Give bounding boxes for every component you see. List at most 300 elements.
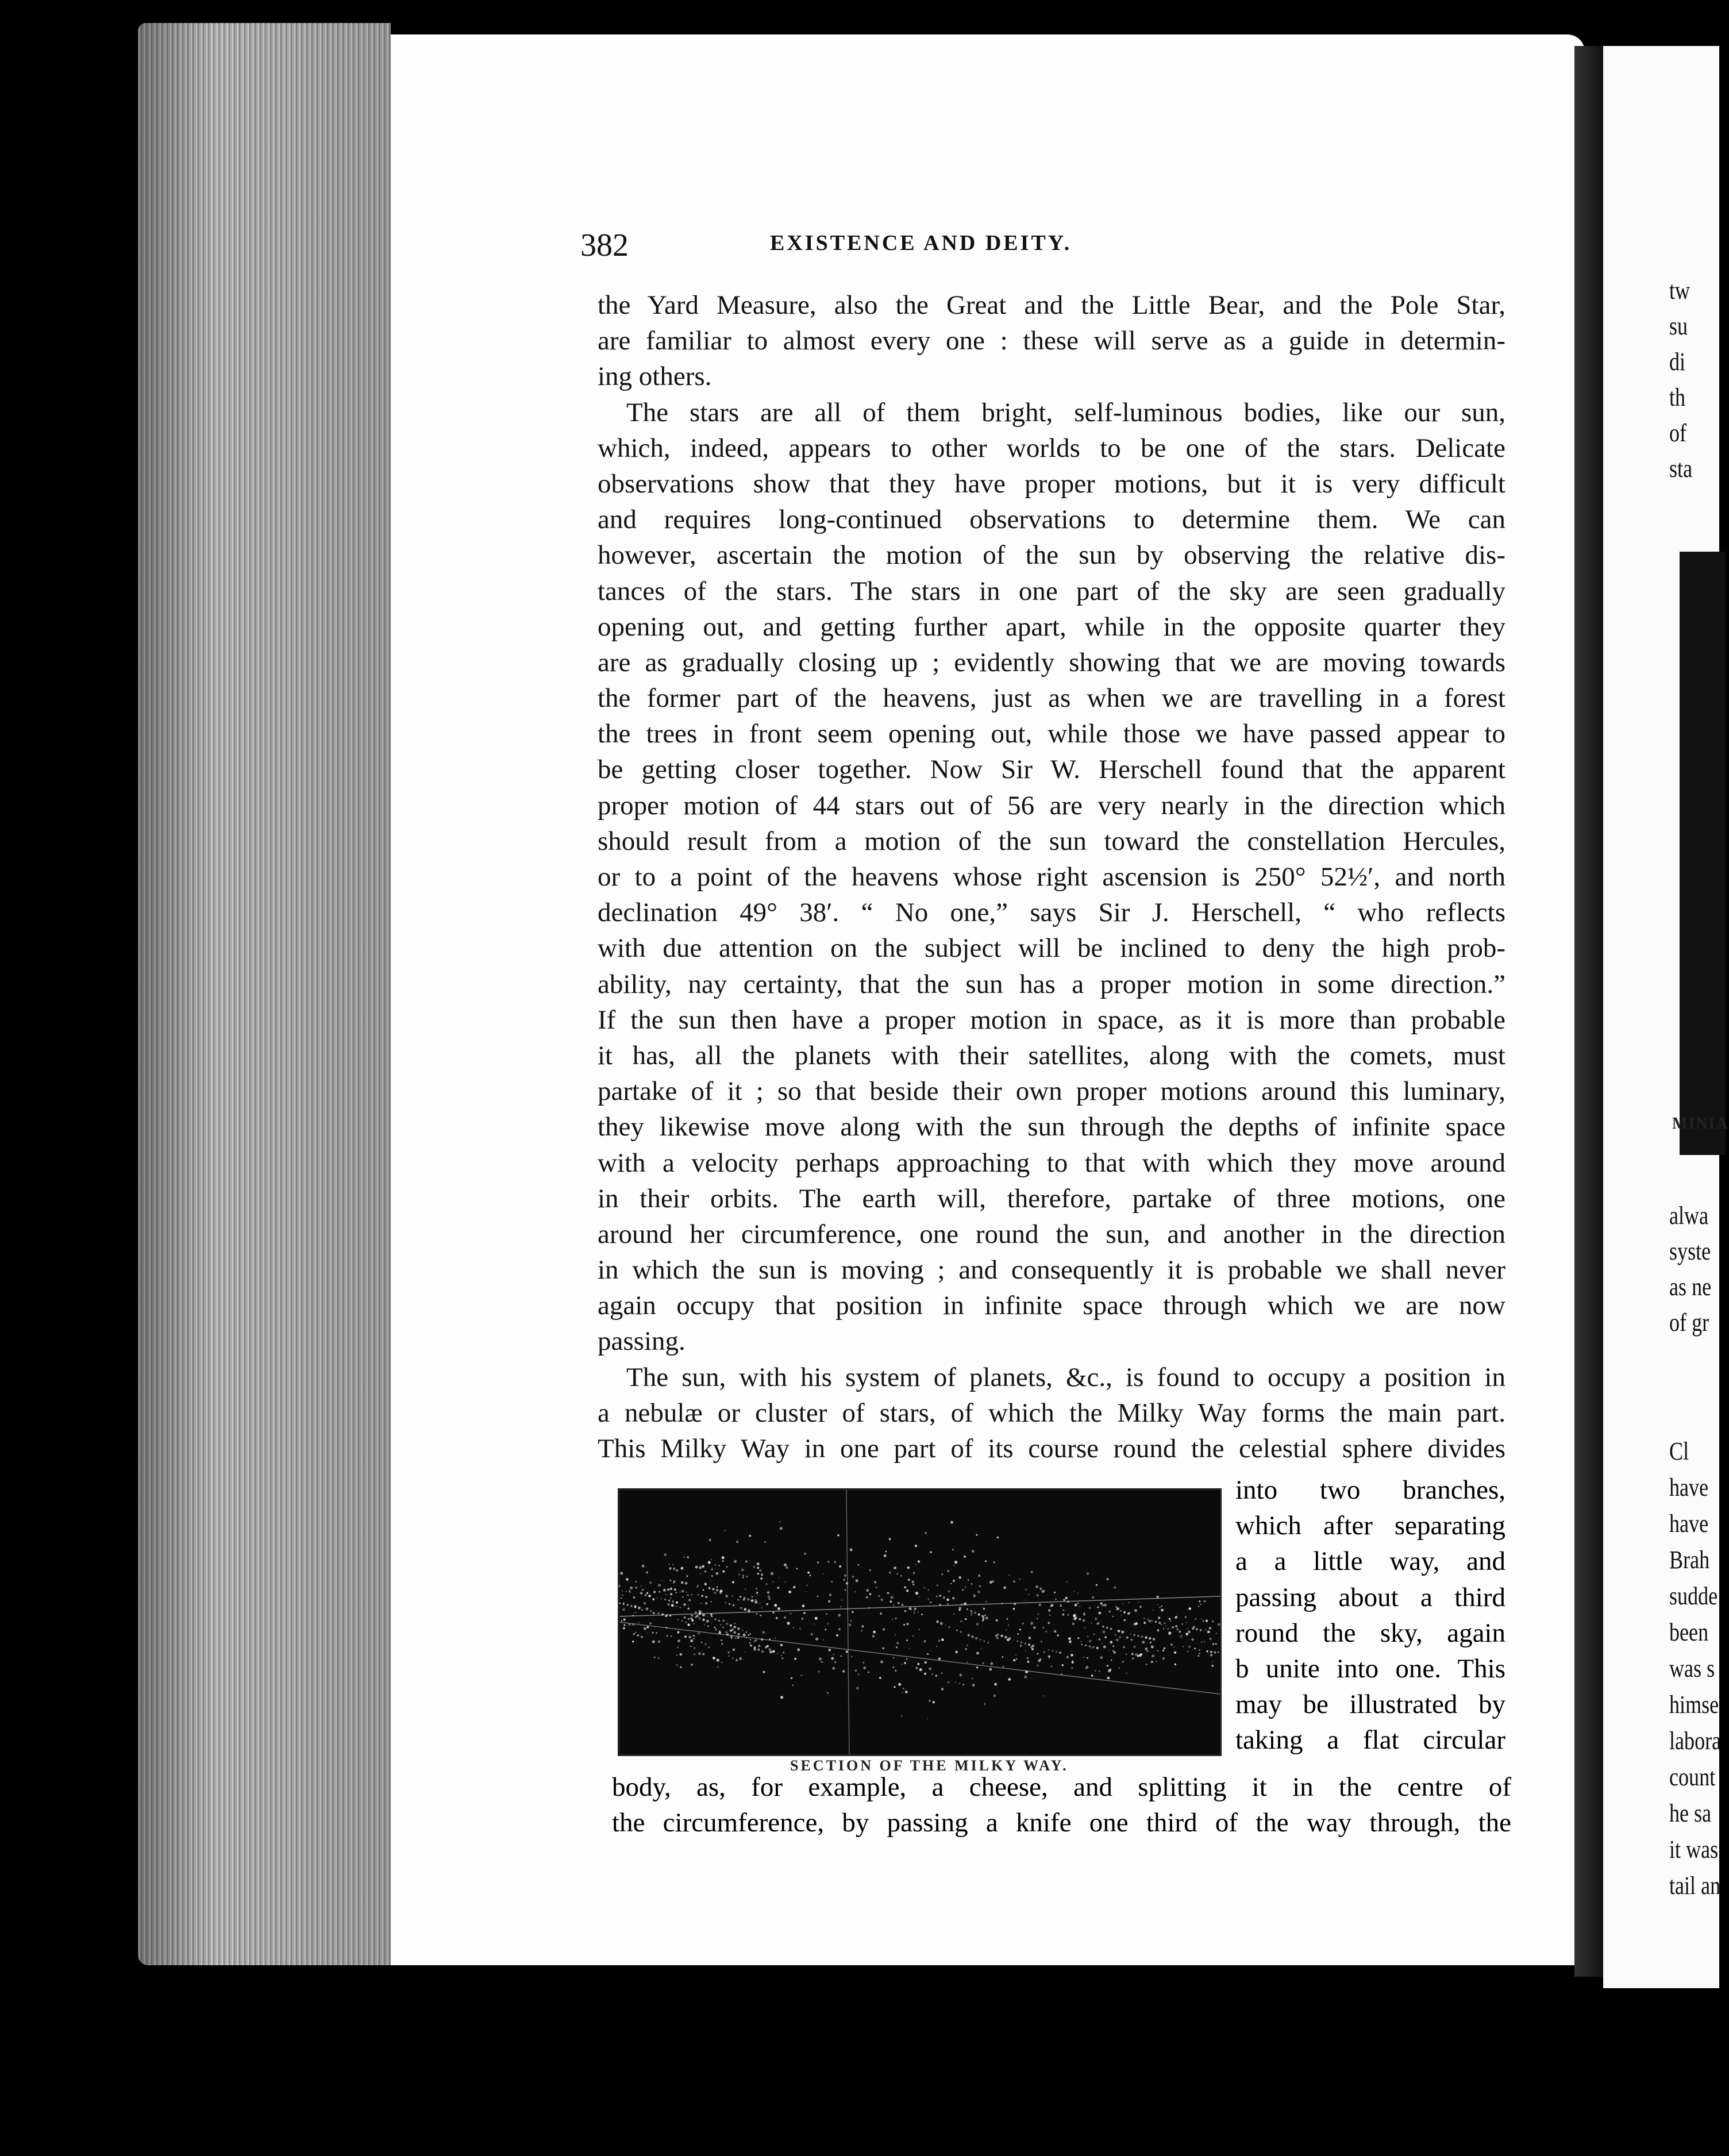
star-dot [663, 1589, 666, 1592]
star-dot [732, 1657, 734, 1659]
bottom-text [612, 1769, 1511, 1841]
star-dot [725, 1631, 727, 1634]
star-dot [1194, 1647, 1196, 1649]
star-dot [1016, 1658, 1017, 1660]
star-dot [714, 1592, 716, 1594]
star-dot [763, 1671, 765, 1673]
star-dot [1216, 1633, 1217, 1634]
star-dot [1029, 1637, 1031, 1639]
star-dot [1165, 1626, 1166, 1627]
star-dot [750, 1645, 752, 1646]
star-dot [646, 1626, 649, 1628]
star-dot [1046, 1631, 1047, 1632]
star-dot [895, 1618, 897, 1619]
star-dot [1089, 1607, 1091, 1609]
star-dot [715, 1628, 717, 1630]
star-dot [1052, 1650, 1053, 1651]
text-line: tances of the stars. The stars in one part of the sky are seen gradually [598, 576, 1505, 606]
star-dot [828, 1600, 830, 1603]
star-dot [695, 1611, 697, 1614]
star-dot [872, 1635, 875, 1638]
star-dot [912, 1584, 914, 1585]
figure-side-line: taking a flat circular [1235, 1725, 1505, 1755]
star-dot [1069, 1641, 1072, 1643]
star-dot [936, 1596, 937, 1597]
star-dot [629, 1590, 630, 1592]
star-dot [1134, 1609, 1137, 1612]
star-dot [815, 1617, 818, 1620]
star-dot [670, 1597, 671, 1599]
star-dot [831, 1657, 834, 1660]
star-dot [1172, 1626, 1175, 1628]
star-dot [930, 1551, 931, 1553]
star-dot [768, 1596, 770, 1598]
star-dot [914, 1610, 915, 1611]
star-dot [672, 1564, 673, 1565]
star-dot [687, 1557, 689, 1558]
star-dot [834, 1561, 836, 1563]
star-dot [793, 1586, 795, 1588]
star-dot [1197, 1655, 1199, 1657]
star-dot [976, 1534, 978, 1536]
star-dot [1096, 1647, 1099, 1649]
star-dot [1083, 1657, 1084, 1658]
star-dot [1193, 1626, 1195, 1628]
star-dot [1179, 1630, 1181, 1633]
star-dot [691, 1615, 693, 1616]
star-dot [772, 1612, 774, 1614]
star-dot [1199, 1653, 1200, 1654]
star-dot [1108, 1650, 1110, 1651]
star-dot [728, 1656, 729, 1657]
star-dot [1139, 1654, 1142, 1657]
star-dot [691, 1594, 692, 1596]
star-dot [766, 1583, 768, 1585]
star-dot [1206, 1620, 1208, 1622]
star-dot [1068, 1637, 1071, 1640]
star-dot [1099, 1670, 1100, 1672]
star-dot [746, 1576, 748, 1577]
star-dot [1151, 1620, 1153, 1622]
star-dot [680, 1592, 681, 1593]
star-dot [838, 1628, 841, 1631]
star-dot [677, 1619, 679, 1620]
star-dot [844, 1579, 845, 1581]
star-dot [1077, 1637, 1079, 1639]
star-dot [915, 1545, 917, 1547]
star-dot [673, 1568, 676, 1570]
star-dot [1170, 1620, 1172, 1622]
star-dot [876, 1587, 877, 1588]
star-dot [754, 1646, 756, 1649]
star-dot [801, 1618, 803, 1620]
star-dot [1019, 1628, 1021, 1630]
star-dot [697, 1585, 698, 1586]
star-dot [707, 1616, 708, 1617]
star-dot [779, 1522, 780, 1523]
star-dot [658, 1584, 661, 1587]
star-dot [1146, 1664, 1147, 1665]
star-dot [829, 1649, 831, 1651]
star-dot [672, 1600, 674, 1603]
star-dot [976, 1623, 979, 1626]
star-dot [893, 1666, 895, 1668]
star-dot [1039, 1587, 1042, 1590]
facing-page-line: have [1669, 1473, 1709, 1502]
star-dot [990, 1662, 993, 1665]
star-dot [658, 1641, 661, 1643]
star-dot [1162, 1657, 1165, 1660]
star-dot [728, 1651, 730, 1654]
text-line: the trees in front seem opening out, while those we have passed appear to [598, 719, 1505, 749]
star-dot [705, 1596, 707, 1598]
star-dot [804, 1553, 806, 1555]
star-dot [734, 1631, 736, 1634]
star-dot [731, 1628, 734, 1631]
star-dot [829, 1593, 831, 1596]
star-dot [833, 1654, 834, 1655]
star-dot [725, 1530, 726, 1531]
star-dot [1120, 1610, 1122, 1612]
star-dot [1095, 1670, 1096, 1671]
star-dot [914, 1608, 917, 1610]
star-dot [818, 1671, 819, 1673]
star-dot [952, 1549, 954, 1550]
text-line: passing. [598, 1326, 686, 1357]
star-dot [1043, 1695, 1044, 1696]
star-dot [733, 1626, 736, 1628]
star-dot [705, 1602, 708, 1605]
star-dot [948, 1570, 949, 1572]
star-dot [709, 1539, 711, 1541]
star-dot [688, 1635, 691, 1638]
star-dot [842, 1670, 845, 1673]
star-dot [1089, 1640, 1091, 1642]
figure-caption: SECTION OF THE MILKY WAY. [790, 1757, 1069, 1774]
star-dot [1054, 1592, 1056, 1593]
star-dot [928, 1589, 929, 1591]
star-dot [792, 1685, 793, 1686]
star-dot [682, 1596, 683, 1597]
star-dot [1031, 1571, 1033, 1573]
star-dot [1065, 1597, 1068, 1599]
star-dot [983, 1618, 985, 1620]
star-dot [799, 1628, 801, 1630]
star-dot [1100, 1656, 1103, 1659]
star-dot [1050, 1606, 1052, 1607]
star-dot [918, 1560, 920, 1562]
star-dot [744, 1651, 745, 1653]
star-dot [1002, 1656, 1004, 1658]
star-dot [1063, 1610, 1064, 1611]
star-dot [987, 1642, 989, 1643]
text-line: the former part of the heavens, just as when we are travelling in a forest [598, 683, 1505, 714]
star-dot [1207, 1631, 1210, 1634]
star-dot [797, 1649, 800, 1651]
text-line: The sun, with his system of planets, &c., is found to occupy a position in [626, 1362, 1505, 1392]
star-dot [702, 1614, 705, 1616]
star-dot [635, 1612, 636, 1613]
star-dot [748, 1634, 750, 1636]
star-dot [721, 1639, 722, 1641]
star-dot [1181, 1635, 1183, 1637]
star-dot [1093, 1634, 1095, 1635]
text-line: which, indeed, appears to other worlds to be one of the stars. Delicate [598, 433, 1505, 463]
star-dot [646, 1610, 648, 1611]
star-dot [803, 1612, 806, 1614]
star-dot [620, 1572, 623, 1575]
star-dot [1066, 1656, 1069, 1659]
star-dot [721, 1643, 723, 1645]
star-dot [1195, 1618, 1196, 1619]
star-dot [619, 1603, 621, 1604]
star-dot [1106, 1578, 1108, 1580]
figure-side-line: a a little way, and [1235, 1546, 1505, 1577]
star-dot [1152, 1610, 1153, 1611]
star-dot [1157, 1604, 1158, 1606]
star-dot [1048, 1609, 1050, 1611]
star-dot [796, 1568, 798, 1570]
star-dot [725, 1595, 728, 1597]
star-dot [931, 1673, 933, 1675]
star-dot [684, 1635, 687, 1638]
star-dot [992, 1580, 994, 1582]
star-dot [1066, 1581, 1068, 1583]
star-dot [880, 1661, 883, 1664]
star-dot [648, 1633, 649, 1634]
star-dot [981, 1615, 984, 1618]
star-dot [893, 1657, 894, 1658]
star-dot [955, 1682, 956, 1683]
star-dot [941, 1638, 944, 1641]
star-dot [767, 1591, 769, 1593]
star-dot [1099, 1612, 1102, 1615]
star-dot [907, 1566, 910, 1569]
star-dot [783, 1651, 784, 1653]
star-dot [1108, 1669, 1111, 1672]
star-dot [1124, 1619, 1126, 1622]
star-dot [738, 1599, 740, 1601]
star-dot [955, 1651, 958, 1654]
star-dot [1091, 1674, 1093, 1677]
star-dot [1114, 1587, 1116, 1589]
star-dot [1200, 1604, 1202, 1605]
star-dot [780, 1696, 783, 1699]
star-dot [906, 1639, 908, 1641]
star-dot [670, 1593, 672, 1595]
star-dot [1137, 1635, 1139, 1637]
star-dot [925, 1661, 927, 1664]
star-dot [1060, 1605, 1062, 1607]
star-dot [841, 1600, 842, 1601]
star-dot [1017, 1641, 1018, 1642]
facing-page-line: it was [1669, 1835, 1719, 1864]
star-dot [1006, 1629, 1007, 1630]
star-dot [953, 1580, 955, 1582]
star-dot [997, 1537, 999, 1539]
star-dot [1073, 1618, 1076, 1620]
star-dot [730, 1624, 732, 1627]
star-dot [1168, 1631, 1171, 1634]
star-dot [927, 1718, 928, 1719]
star-dot [1183, 1646, 1184, 1647]
star-dot [983, 1662, 984, 1664]
star-dot [1146, 1650, 1148, 1652]
star-dot [1126, 1673, 1127, 1674]
text-line: in their orbits. The earth will, therefore, partake of three motions, one [598, 1183, 1505, 1214]
star-dot [1115, 1634, 1116, 1636]
star-dot [757, 1594, 758, 1595]
star-dot [889, 1538, 891, 1540]
star-dot [749, 1633, 751, 1635]
star-dot [985, 1560, 987, 1562]
star-dot [994, 1683, 997, 1686]
star-dot [904, 1610, 907, 1612]
star-dot [900, 1575, 902, 1577]
star-dot [623, 1618, 626, 1621]
star-dot [760, 1603, 761, 1604]
star-dot [971, 1583, 972, 1584]
text-line: observations show that they have proper motions, but it is very difficult [598, 468, 1505, 499]
star-dot [1007, 1618, 1008, 1620]
star-dot [810, 1574, 811, 1576]
star-dot [982, 1620, 984, 1622]
star-dot [704, 1583, 707, 1585]
star-dot [915, 1667, 918, 1670]
star-dot [996, 1619, 998, 1622]
star-dot [777, 1653, 778, 1654]
star-dot [1173, 1646, 1175, 1647]
star-dot [735, 1638, 736, 1639]
star-dot [1209, 1627, 1211, 1629]
text-line: ing others. [598, 361, 712, 392]
text-line: and requires long-continued observations to determine them. We can [598, 505, 1505, 535]
star-dot [971, 1613, 972, 1614]
star-dot [706, 1620, 709, 1623]
star-dot [1091, 1647, 1092, 1649]
star-dot [1143, 1622, 1146, 1624]
star-dot [710, 1614, 713, 1616]
star-dot [858, 1674, 859, 1675]
star-dot [793, 1627, 795, 1628]
star-dot [1122, 1661, 1124, 1662]
star-dot [889, 1572, 891, 1574]
star-dot [1020, 1645, 1022, 1647]
star-dot [757, 1562, 760, 1565]
star-dot [903, 1688, 904, 1689]
star-dot [1188, 1607, 1191, 1610]
star-dot [785, 1581, 786, 1583]
star-dot [681, 1590, 684, 1593]
star-dot [1123, 1646, 1125, 1649]
star-dot [834, 1661, 836, 1663]
star-dot [683, 1556, 685, 1558]
star-dot [984, 1615, 986, 1616]
star-dot [993, 1561, 995, 1563]
star-dot [738, 1574, 740, 1575]
text-line: are as gradually closing up ; evidently showing that we are moving towards [598, 647, 1505, 677]
star-dot [1212, 1643, 1215, 1645]
star-dot [984, 1703, 985, 1704]
star-dot [933, 1701, 935, 1703]
star-dot [1051, 1666, 1053, 1668]
star-dot [866, 1596, 868, 1598]
star-dot [1003, 1587, 1006, 1589]
star-dot [681, 1567, 684, 1570]
star-dot [757, 1567, 760, 1569]
star-dot [696, 1587, 698, 1588]
star-dot [993, 1695, 996, 1697]
star-dot [893, 1605, 894, 1606]
star-dot [1038, 1614, 1039, 1615]
star-dot [758, 1645, 760, 1647]
star-dot [717, 1586, 718, 1587]
star-dot [1188, 1631, 1190, 1633]
star-dot [687, 1608, 690, 1610]
star-dot [941, 1573, 943, 1575]
star-dot [1037, 1594, 1039, 1596]
star-dot [919, 1596, 920, 1597]
star-dot [850, 1548, 853, 1551]
star-dot [704, 1570, 707, 1573]
star-dot [633, 1596, 635, 1598]
text-line: in which the sun is moving ; and consequently it is probable we shall never [598, 1255, 1505, 1285]
star-dot [681, 1620, 683, 1622]
star-dot [1008, 1574, 1010, 1576]
text-line: or to a point of the heavens whose right ascension is 250° 52½′, and north [598, 862, 1505, 892]
star-dot [1170, 1643, 1173, 1646]
star-dot [946, 1599, 949, 1601]
star-dot [704, 1624, 705, 1625]
star-dot [691, 1619, 694, 1622]
star-dot [958, 1576, 961, 1578]
star-dot [866, 1589, 869, 1592]
star-dot [633, 1633, 635, 1635]
star-dot [1089, 1645, 1091, 1647]
star-dot [642, 1589, 644, 1591]
star-dot [1210, 1654, 1213, 1657]
page-number: 382 [580, 228, 629, 263]
star-dot [784, 1616, 786, 1619]
star-dot [909, 1648, 910, 1649]
star-dot [772, 1650, 775, 1653]
star-dot [699, 1617, 701, 1619]
star-dot [960, 1674, 962, 1677]
star-dot [989, 1581, 992, 1584]
star-dot [1024, 1676, 1027, 1678]
star-dot [1131, 1639, 1133, 1641]
star-dot [1007, 1638, 1010, 1641]
star-dot [759, 1569, 761, 1572]
star-dot [790, 1613, 791, 1615]
star-dot [930, 1650, 931, 1651]
star-dot [680, 1653, 682, 1656]
star-dot [904, 1586, 906, 1588]
star-dot [1164, 1648, 1165, 1649]
star-dot [980, 1639, 981, 1641]
star-dot [976, 1666, 978, 1668]
star-dot [1041, 1641, 1042, 1642]
star-dot [623, 1624, 625, 1626]
star-dot [677, 1639, 680, 1642]
star-dot [788, 1591, 791, 1593]
star-dot [950, 1521, 953, 1524]
star-dot [646, 1592, 648, 1594]
star-dot [775, 1637, 776, 1638]
star-dot [674, 1588, 676, 1591]
star-dot [743, 1634, 746, 1637]
star-dot [753, 1566, 755, 1568]
